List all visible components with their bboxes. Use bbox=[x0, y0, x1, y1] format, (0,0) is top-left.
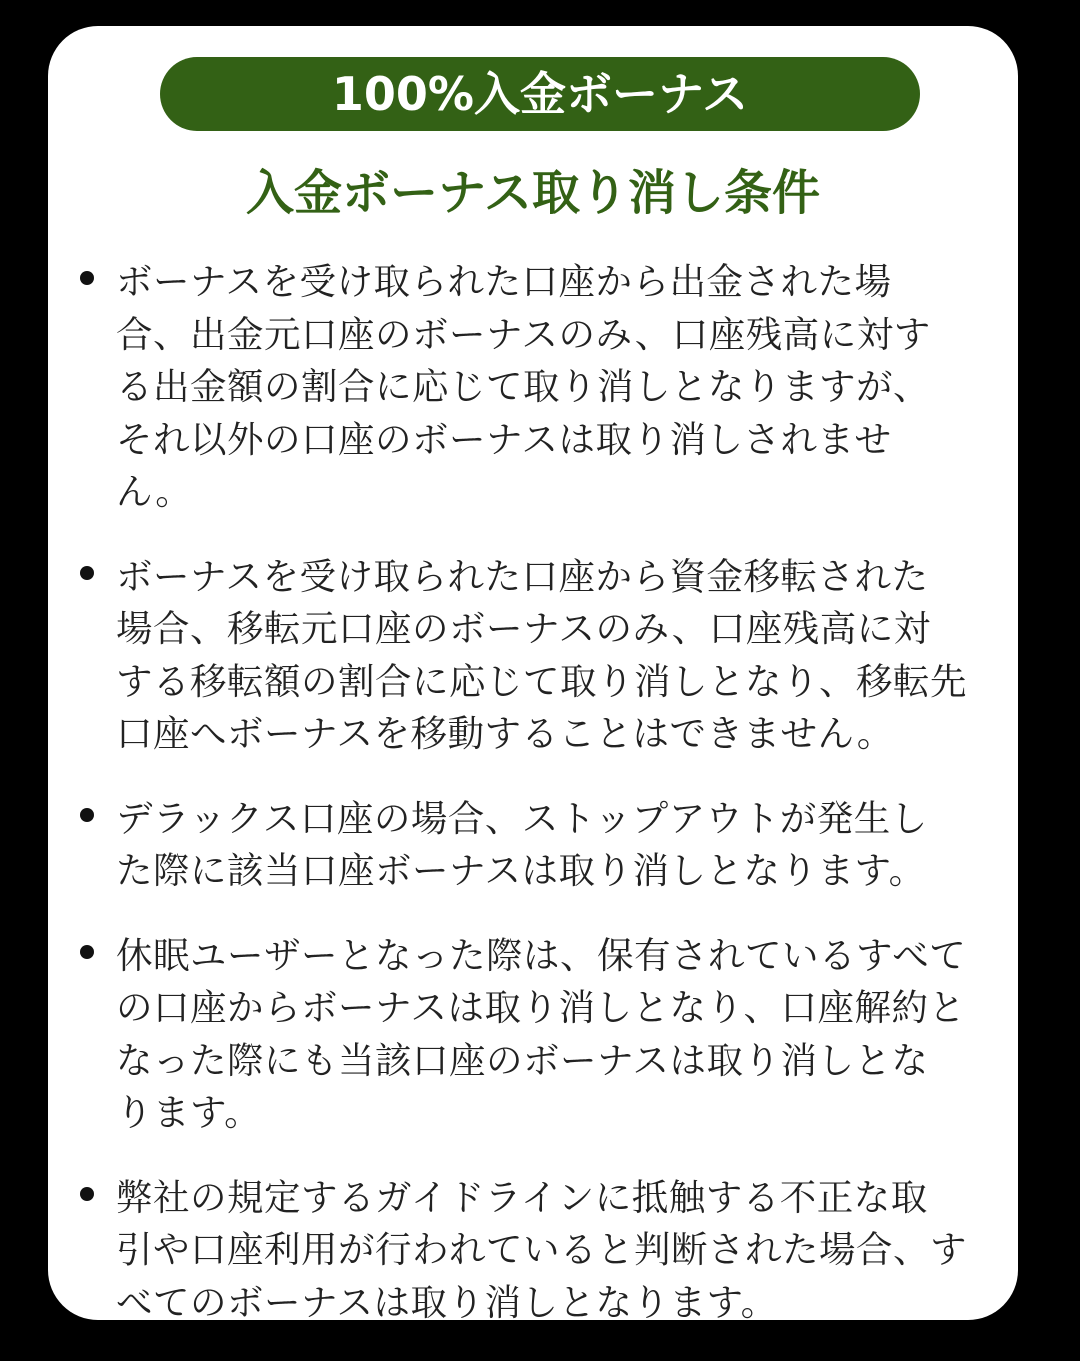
list-item bbox=[48, 1172, 1018, 1330]
bonus-card bbox=[48, 26, 1018, 1324]
bullet-dot-icon bbox=[80, 1187, 94, 1201]
bonus-badge: 100%入金ボーナス bbox=[160, 57, 920, 131]
bullet-dot-icon bbox=[80, 271, 94, 285]
bullet-dot-icon bbox=[80, 566, 94, 580]
list-item bbox=[48, 930, 1018, 1140]
condition-text: 休眠ユーザーとなった際は、保有されているすべて の口座からボーナスは取り消しとなり、口座解約と なった際にも当該口座のボーナスは取り消しとな ります。 bbox=[116, 933, 967, 1134]
bullet-dot-icon bbox=[80, 808, 94, 822]
list-item bbox=[48, 793, 1018, 898]
list-item bbox=[48, 256, 1018, 519]
condition-text: ボーナスを受け取られた口座から資金移転された 場合、移転元口座のボーナスのみ、口座残高に対 する移転額の割合に応じて取り消しとなり、移転先 口座へボーナスを移動することはできません。 bbox=[116, 554, 967, 755]
condition-text: ボーナスを受け取られた口座から出金された場 合、出金元口座のボーナスのみ、口座残高に対す る出金額の割合に応じて取り消しとなりますが、 それ以外の口座のボーナスは取り消しされませ ん。 bbox=[116, 260, 931, 513]
bullet-dot-icon bbox=[80, 945, 94, 959]
condition-text: デラックス口座の場合、ストップアウトが発生し た際に該当口座ボーナスは取り消しとなります。 bbox=[116, 796, 928, 892]
condition-text: 弊社の規定するガイドラインに抵触する不正な取 引や口座利用が行われていると判断された場合、す べてのボーナスは取り消しとなります。 bbox=[116, 1175, 967, 1324]
list-item bbox=[48, 551, 1018, 761]
page-title: 入金ボーナス取り消し条件 bbox=[245, 165, 821, 221]
conditions-list bbox=[48, 256, 1018, 1361]
